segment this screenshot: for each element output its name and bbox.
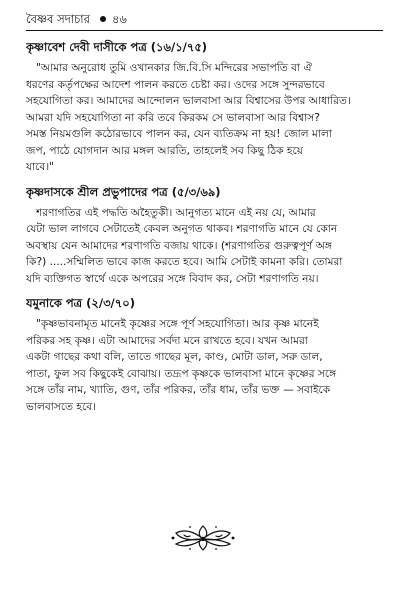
text-line: "কৃষ্ণভাবনামৃত মানেই কৃষ্ণের সঙ্গে পূর্ণ সহযোগিতা। আর কৃষ্ণ মানেই: [36, 318, 319, 330]
page-number: ৪৬: [111, 12, 127, 26]
text-line: জপ, পাঠে যোগদান আর মঙ্গল আরতি, তাহলেই সব কিছু ঠিক হয়ে: [26, 144, 303, 157]
text-line: পাতা, ফুল সব কিছুকেই বোঝায়। তদ্রূপ কৃষ্ণকে ভালবাসা মানে কৃষ্ণের সঙ্গে: [26, 367, 337, 380]
text-line: অবস্থায় যেন আমাদের শরণাগতি বজায় থাকে। (শরণাগতির গুরুত্বপূর্ণ অঙ্গ: [26, 239, 332, 252]
bullet-icon: [100, 16, 106, 22]
floral-ornament-icon: [170, 523, 236, 553]
text-line: যদি ব্যক্তিগত স্বার্থে একে অপরের সঙ্গে বিবাদ কর, সেটা শরণাগতি নয়।: [26, 272, 319, 285]
text-line: ভালবাসতে হবে।: [26, 400, 96, 413]
text-line: সঙ্গে তাঁর নাম, খ্যাতি, গুণ, তাঁর পরিকর, তাঁর ধাম, তাঁর ভক্ত — সবাইকে: [26, 384, 331, 396]
text-line: শরণাগতির এই পদ্ধতি অহৈতুকী। আনুগত্য মানে এই নয় যে, আমার: [36, 206, 316, 219]
text-line: ধরণের কর্তৃপক্ষের আদেশ পালন করতে চেষ্টা কর। ওদের সঙ্গে সুন্দরভাবে: [26, 78, 325, 91]
header-rule: [26, 30, 383, 31]
section-heading: কৃষ্ণাবেশ দেবী দাসীকে পত্র (১৬/১/৭৫): [26, 40, 208, 54]
section-heading: কৃষ্ণদাসকে শ্রীল প্রভুপাদের পত্র (৫/৩/৬৯): [26, 184, 221, 199]
section-paragraph: [26, 60, 383, 176]
text-line: "আমার অনুরোধ তুমি ওখানকার জি.বি.সি মন্দিরের সভাপতি বা ঐ: [36, 62, 313, 74]
section-paragraph: [26, 316, 383, 415]
running-head-title: বৈষ্ণব সদাচার: [26, 12, 90, 26]
section-paragraph: [26, 205, 383, 288]
text-line: যেটা ভাল লাগবে সেটাতেই কেবল অনুগত থাকব। শরণাগতি মানে যে কোন: [26, 223, 338, 235]
text-line: যাবে।": [26, 161, 54, 173]
text-line: কি?) .....সম্মিলিত ভাবে কাজ করতে হবে। আমি সেটাই কামনা করি। তোমরা: [26, 256, 343, 268]
text-line: পরিকর সহ কৃষ্ণ। এটা আমাদের সর্বদা মনে রাখতে হবে। যখন আমরা: [26, 334, 308, 347]
text-line: একটা গাছের কথা বলি, তাতে গাছের মূল, কাণ্ড, মোটা ডাল, সরু ডাল,: [26, 351, 323, 363]
section-heading: যমুনাকে পত্র (২/৩/৭০): [26, 296, 135, 310]
running-head: [26, 10, 383, 28]
text-line: আমরা যদি সহযোগিতা না করি তবে কিরকম সে ভালবাসা আর বিশ্বাস?: [26, 111, 320, 124]
text-line: সমস্ত নিয়মগুলি কঠোরভাবে পালন কর, যেন ব্যতিক্রম না হয়! জোল মালা: [26, 128, 332, 140]
text-line: সহযোগিতা কর। আমাদের আন্দোলন ভালবাসা আর বিশ্বাসের উপর আধারিত।: [26, 95, 351, 107]
